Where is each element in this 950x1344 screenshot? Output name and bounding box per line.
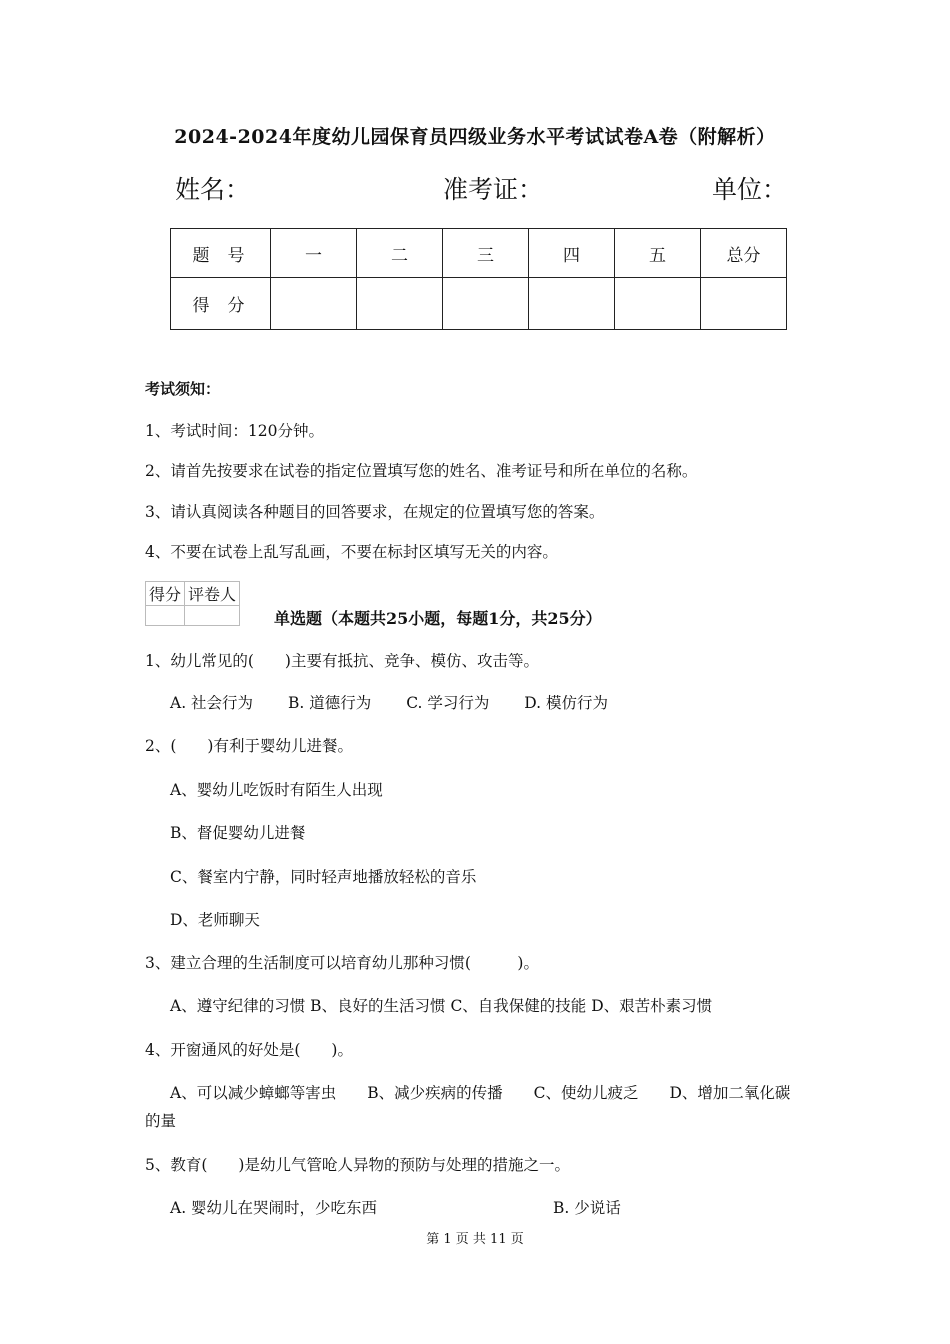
score-table-header-cell: 题号 — [171, 229, 271, 278]
score-cell[interactable] — [357, 278, 443, 330]
question-stem: 5、教育( )是幼儿气管呛人异物的预防与处理的措施之一。 — [145, 1156, 570, 1174]
option[interactable]: C、餐室内宁静，同时轻声地播放轻松的音乐 — [170, 868, 477, 886]
score-table-header-row — [171, 229, 787, 278]
notice-item: 1、考试时间：120分钟。 — [145, 422, 324, 440]
score-table-header-cell: 四 — [529, 229, 615, 278]
exam-id-field-label: 准考证： — [443, 175, 544, 204]
notice-item: 4、不要在试卷上乱写乱画，不要在标封区填写无关的内容。 — [145, 543, 558, 561]
page-footer: 第 1 页 共 11 页 — [426, 1232, 524, 1247]
score-cell[interactable] — [529, 278, 615, 330]
option[interactable]: A. 婴幼儿在哭闹时，少吃东西 — [170, 1199, 378, 1217]
option[interactable]: A、婴幼儿吃饭时有陌生人出现 — [170, 781, 383, 799]
score-table-score-row — [171, 278, 787, 330]
option[interactable]: B. 道德行为 — [288, 694, 372, 712]
score-table-header-cell: 五 — [615, 229, 701, 278]
grader-score-cell[interactable] — [146, 606, 185, 626]
score-cell[interactable] — [443, 278, 529, 330]
exam-title: 2024-2024年度幼儿园保育员四级业务水平考试试卷A卷（附解析） — [174, 126, 776, 148]
score-cell[interactable] — [271, 278, 357, 330]
option[interactable]: D. 模仿行为 — [524, 694, 609, 712]
notice-item: 2、请首先按要求在试卷的指定位置填写您的姓名、准考证号和所在单位的名称。 — [145, 462, 698, 480]
grader-reviewer-cell[interactable] — [185, 606, 240, 626]
score-row-label: 得分 — [171, 278, 271, 330]
notice-title: 考试须知： — [145, 380, 221, 398]
unit-field-label: 单位： — [712, 175, 788, 204]
notice-item: 3、请认真阅读各种题目的回答要求，在规定的位置填写您的答案。 — [145, 503, 605, 521]
question-stem: 4、开窗通风的好处是( )。 — [145, 1041, 353, 1059]
question-options — [170, 691, 638, 713]
score-table-header-cell: 一 — [271, 229, 357, 278]
question-options-continuation: 的量 — [145, 1112, 177, 1130]
option[interactable]: B. 少说话 — [553, 1199, 621, 1217]
score-table-header-cell: 三 — [443, 229, 529, 278]
option[interactable]: A. 社会行为 — [170, 694, 254, 712]
grader-reviewer-label: 评卷人 — [185, 582, 240, 606]
score-cell[interactable] — [701, 278, 787, 330]
score-table-header-cell: 总分 — [701, 229, 787, 278]
question-options-line[interactable]: A、遵守纪律的习惯 B、良好的生活习惯 C、自我保健的技能 D、艰苦朴素习惯 — [170, 997, 713, 1015]
option[interactable]: D、老师聊天 — [170, 911, 260, 929]
score-cell[interactable] — [615, 278, 701, 330]
question-options-line[interactable]: A、可以减少蟑螂等害虫 B、减少疾病的传播 C、使幼儿疲乏 D、增加二氧化碳 — [170, 1084, 791, 1102]
section-title: 单选题（本题共25小题，每题1分，共25分） — [274, 609, 602, 628]
option[interactable]: C. 学习行为 — [406, 694, 490, 712]
grader-score-label: 得分 — [146, 582, 185, 606]
score-table — [170, 228, 787, 330]
option[interactable]: B、督促婴幼儿进餐 — [170, 824, 306, 842]
question-stem: 1、幼儿常见的( )主要有抵抗、竞争、模仿、攻击等。 — [145, 652, 539, 670]
question-stem: 2、( )有利于婴幼儿进餐。 — [145, 737, 353, 755]
question-stem: 3、建立合理的生活制度可以培育幼儿那种习惯( )。 — [145, 954, 539, 972]
score-table-header-cell: 二 — [357, 229, 443, 278]
grader-box — [145, 581, 240, 626]
name-field-label: 姓名： — [175, 175, 251, 204]
